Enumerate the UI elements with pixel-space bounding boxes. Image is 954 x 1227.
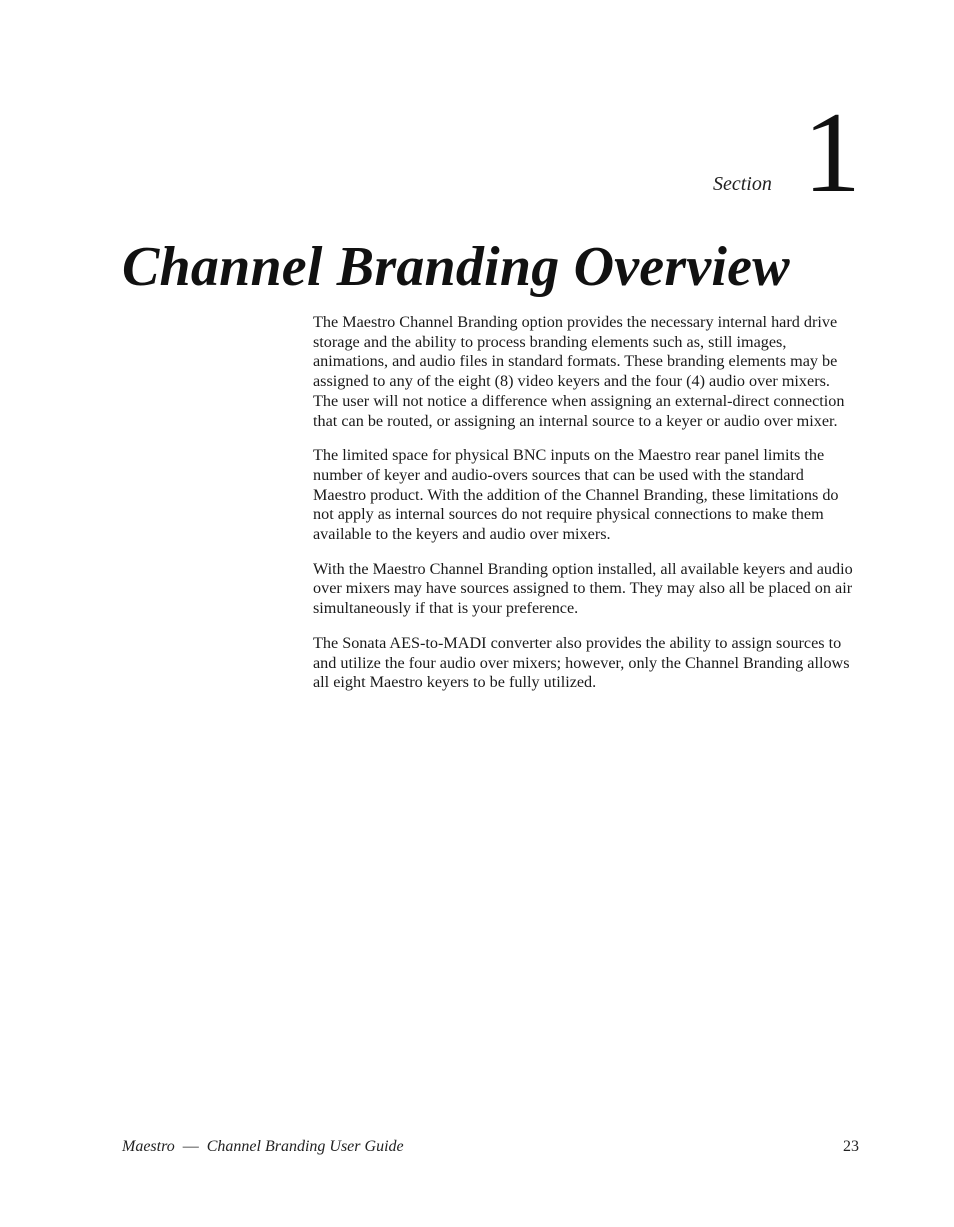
section-number: 1 — [803, 89, 861, 217]
page-title: Channel Branding Overview — [122, 236, 790, 298]
footer-guide: Channel Branding User Guide — [206, 1138, 404, 1155]
paragraph: The Sonata AES-to-MADI converter also provides the ability to assign sources to and utilize the four audio over mixers; however, only the Channel Branding allows all eight Maestro keyers to be fully utilized. — [313, 633, 850, 692]
footer-title — [122, 1137, 404, 1157]
paragraph: The Maestro Channel Branding option provides the necessary internal hard drive storage and the ability to process branding elements such as, still images, animations, and audio files in standard formats. These branding elements may be assigned to any of the eight (8) video keyers and the four (4) audio over mixers. The user will not notice a difference when assigning an external-direct connection that can be routed, or assigning an internal source to a keyer or audio over mixer. — [313, 313, 845, 430]
footer-separator: — — [182, 1138, 199, 1155]
paragraph: With the Maestro Channel Branding option installed, all available keyers and audio over mixers may have sources assigned to them. They may also all be placed on air simultaneously if that is your preference. — [313, 559, 853, 618]
section-label: Section — [713, 173, 772, 195]
footer-product: Maestro — [122, 1138, 175, 1155]
body-text — [313, 313, 858, 708]
paragraph: The limited space for physical BNC inputs on the Maestro rear panel limits the number of keyer and audio-overs sources that can be used with the standard Maestro product. With the addition of the Channel Branding, these limitations do not apply as internal sources do not require physical connections to make them available to the keyers and audio over mixers. — [313, 446, 839, 544]
page-number: 23 — [843, 1138, 859, 1155]
